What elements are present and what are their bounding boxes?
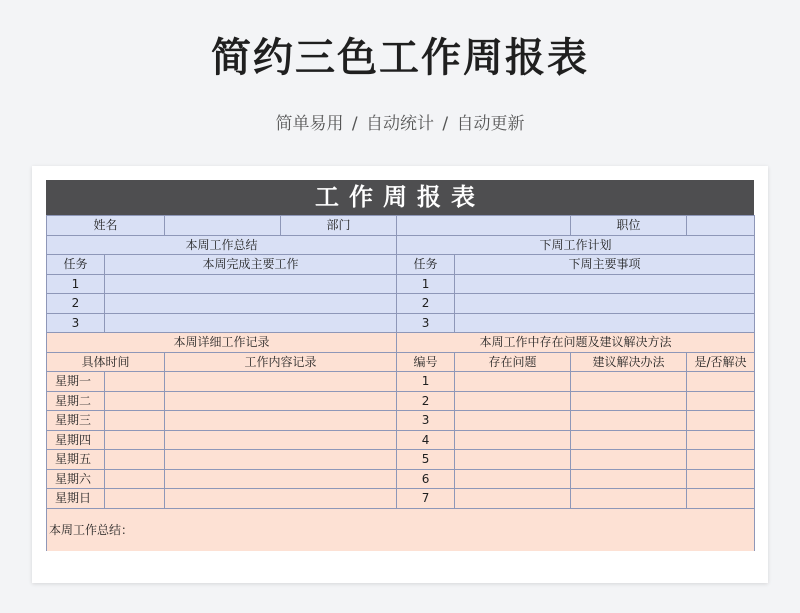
plan-task-number: 2 <box>397 294 455 314</box>
number-header: 编号 <box>397 352 455 372</box>
issue-number: 1 <box>397 372 455 392</box>
column-header-row <box>47 255 755 275</box>
sheet-card <box>32 166 768 583</box>
issue-number: 3 <box>397 411 455 431</box>
time-cell[interactable] <box>105 372 165 392</box>
position-label: 职位 <box>571 216 687 236</box>
issue-number: 4 <box>397 430 455 450</box>
content-header: 工作内容记录 <box>165 352 397 372</box>
sheet-title: 工作周报表 <box>46 180 754 215</box>
solution-cell[interactable] <box>571 450 687 470</box>
day-label: 星期二 <box>47 391 105 411</box>
dept-value[interactable] <box>397 216 571 236</box>
weekly-summary-label: 本周工作总结： <box>49 522 134 537</box>
problem-cell[interactable] <box>455 372 571 392</box>
problem-cell[interactable] <box>455 450 571 470</box>
resolved-cell[interactable] <box>687 469 755 489</box>
page-subtitle: 简单易用 / 自动统计 / 自动更新 <box>275 114 525 134</box>
time-header: 具体时间 <box>47 352 165 372</box>
plan-section-title: 下周工作计划 <box>397 235 755 255</box>
summary-task-header: 任务 <box>47 255 105 275</box>
problem-cell[interactable] <box>455 430 571 450</box>
column-header-row <box>47 352 755 372</box>
day-row <box>47 469 755 489</box>
name-value[interactable] <box>165 216 281 236</box>
day-row <box>47 489 755 509</box>
issue-number: 5 <box>397 450 455 470</box>
summary-task-number: 3 <box>47 313 105 333</box>
problem-cell[interactable] <box>455 489 571 509</box>
day-row <box>47 391 755 411</box>
solution-cell[interactable] <box>571 411 687 431</box>
problem-cell[interactable] <box>455 469 571 489</box>
task-row <box>47 313 755 333</box>
content-cell[interactable] <box>165 391 397 411</box>
dept-label: 部门 <box>281 216 397 236</box>
resolved-cell[interactable] <box>687 489 755 509</box>
day-row <box>47 411 755 431</box>
plan-main-items-header: 下周主要事项 <box>455 255 755 275</box>
solution-cell[interactable] <box>571 372 687 392</box>
plan-task-cell[interactable] <box>455 274 755 294</box>
name-label: 姓名 <box>47 216 165 236</box>
day-label: 星期一 <box>47 372 105 392</box>
solution-cell[interactable] <box>571 489 687 509</box>
plan-task-header: 任务 <box>397 255 455 275</box>
summary-main-work-header: 本周完成主要工作 <box>105 255 397 275</box>
problem-cell[interactable] <box>455 391 571 411</box>
day-label: 星期五 <box>47 450 105 470</box>
time-cell[interactable] <box>105 411 165 431</box>
section-header-row <box>47 333 755 353</box>
solution-cell[interactable] <box>571 430 687 450</box>
content-cell[interactable] <box>165 372 397 392</box>
position-value[interactable] <box>687 216 755 236</box>
summary-task-cell[interactable] <box>105 294 397 314</box>
day-label: 星期四 <box>47 430 105 450</box>
plan-task-number: 3 <box>397 313 455 333</box>
content-cell[interactable] <box>165 450 397 470</box>
summary-task-number: 2 <box>47 294 105 314</box>
content-cell[interactable] <box>165 430 397 450</box>
task-row <box>47 274 755 294</box>
task-row <box>47 294 755 314</box>
plan-task-cell[interactable] <box>455 294 755 314</box>
resolved-cell[interactable] <box>687 430 755 450</box>
summary-section-title: 本周工作总结 <box>47 235 397 255</box>
summary-task-cell[interactable] <box>105 313 397 333</box>
day-label: 星期三 <box>47 411 105 431</box>
resolved-header: 是/否解决 <box>687 352 755 372</box>
summary-task-cell[interactable] <box>105 274 397 294</box>
day-label: 星期日 <box>47 489 105 509</box>
issue-number: 7 <box>397 489 455 509</box>
day-label: 星期六 <box>47 469 105 489</box>
weekly-summary-row <box>47 508 755 551</box>
solution-cell[interactable] <box>571 469 687 489</box>
problem-cell[interactable] <box>455 411 571 431</box>
content-cell[interactable] <box>165 469 397 489</box>
summary-task-number: 1 <box>47 274 105 294</box>
issue-number: 2 <box>397 391 455 411</box>
report-grid <box>46 215 755 551</box>
time-cell[interactable] <box>105 430 165 450</box>
page-title: 简约三色工作周报表 <box>211 35 589 81</box>
resolved-cell[interactable] <box>687 450 755 470</box>
time-cell[interactable] <box>105 450 165 470</box>
problem-header: 存在问题 <box>455 352 571 372</box>
plan-task-number: 1 <box>397 274 455 294</box>
issues-section-title: 本周工作中存在问题及建议解决方法 <box>397 333 755 353</box>
day-row <box>47 430 755 450</box>
time-cell[interactable] <box>105 489 165 509</box>
plan-task-cell[interactable] <box>455 313 755 333</box>
day-row <box>47 450 755 470</box>
weekly-report-sheet <box>46 180 754 551</box>
resolved-cell[interactable] <box>687 411 755 431</box>
solution-header: 建议解决办法 <box>571 352 687 372</box>
time-cell[interactable] <box>105 391 165 411</box>
content-cell[interactable] <box>165 411 397 431</box>
resolved-cell[interactable] <box>687 391 755 411</box>
weekly-summary-field[interactable] <box>47 508 755 551</box>
issue-number: 6 <box>397 469 455 489</box>
time-cell[interactable] <box>105 469 165 489</box>
day-row <box>47 372 755 392</box>
content-cell[interactable] <box>165 489 397 509</box>
section-header-row <box>47 235 755 255</box>
info-row <box>47 216 755 236</box>
solution-cell[interactable] <box>571 391 687 411</box>
resolved-cell[interactable] <box>687 372 755 392</box>
detail-section-title: 本周详细工作记录 <box>47 333 397 353</box>
